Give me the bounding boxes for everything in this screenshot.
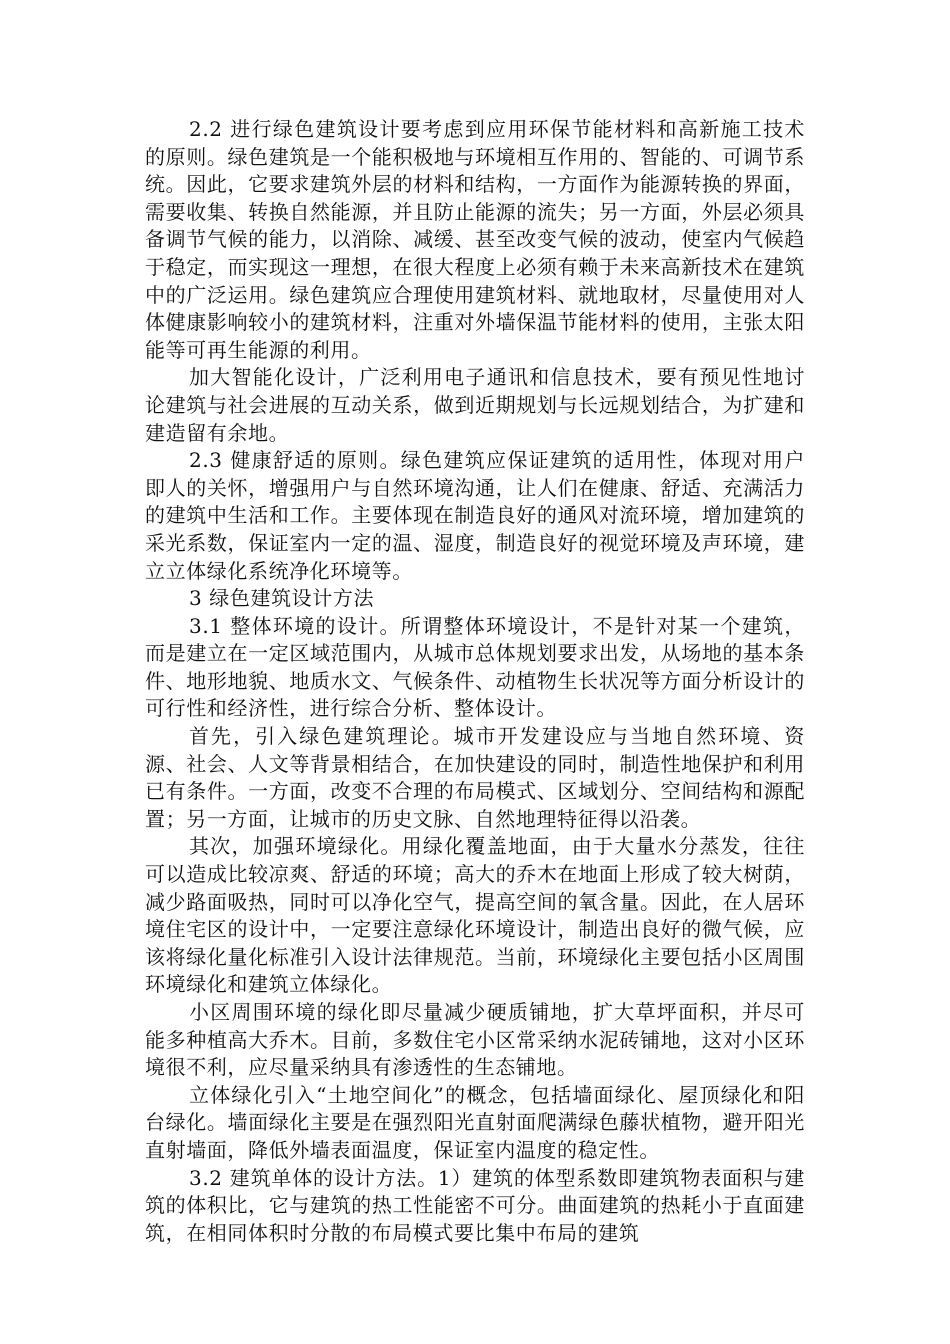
paragraph-3-1-environment: 3.1 整体环境的设计。所谓整体环境设计，不是针对某一个建筑，而是建立在一定区域范围内，从城市总体规划要求出发，从场地的基本条件、地形地貌、地质水文、气候条件、动植物生长状况等方面分析设计的可行性和经济性，进行综合分析、整体设计。 xyxy=(145,613,805,721)
paragraph-2-2-materials: 2.2 进行绿色建筑设计要考虑到应用环保节能材料和高新施工技术的原则。绿色建筑是一个能积极地与环境相互作用的、智能的、可调节系统。因此，它要求建筑外层的材料和结构，一方面作为能源转换的界面，需要收集、转换自然能源，并且防止能源的流失；另一方面，外层必须具备调节气候的能力，以消除、减缓、甚至改变气候的波动，使室内气候趋于稳定，而实现这一理想，在很大程度上必须有赖于未来高新技术在建筑中的广泛运用。绿色建筑应合理使用建筑材料、就地取材，尽量使用对人体健康影响较小的建筑材料，注重对外墙保温节能材料的使用，主张太阳能等可再生能源的利用。 xyxy=(145,117,805,362)
paragraph-3-2-building: 3.2 建筑单体的设计方法。1）建筑的体型系数即建筑物表面积与建筑的体积比，它与建筑的热工性能密不可分。曲面建筑的热耗小于直面建筑，在相同体积时分散的布局模式要比集中布局的建筑 xyxy=(145,1165,805,1245)
paragraph-intelligent-design: 加大智能化设计，广泛利用电子通讯和信息技术，要有预见性地讨论建筑与社会进展的互动关系，做到近期规划与长远规划结合，为扩建和建造留有余地。 xyxy=(145,365,805,445)
paragraph-first-theory: 首先，引入绿色建筑理论。城市开发建设应与当地自然环境、资源、社会、人文等背景相结合，在加快建设的同时，制造性地保护和利用已有条件。一方面，改变不合理的布局模式、区域划分、空间结构和源配置；另一方面，让城市的历史文脉、自然地理特征得以沿袭。 xyxy=(145,724,805,831)
paragraph-2-3-health: 2.3 健康舒适的原则。绿色建筑应保证建筑的适用性，体现对用户即人的关怀，增强用户与自然环境沟通，让人们在健康、舒适、充满活力的建筑中生活和工作。主要体现在制造良好的通风对流环境，增加建筑的采光系数，保证室内一定的温、湿度，制造良好的视觉环境及声环境，建立立体绿化系统净化环境等。 xyxy=(145,448,805,583)
section-heading-3: 3 绿色建筑设计方法 xyxy=(189,586,375,611)
document-page xyxy=(145,116,805,1247)
paragraph-vertical-greening: 立体绿化引入“土地空间化”的概念，包括墙面绿化、屋顶绿化和阳台绿化。墙面绿化主要是在强烈阳光直射面爬满绿色藤状植物，避开阳光直射墙面，降低外墙表面温度，保证室内温度的稳定性。 xyxy=(145,1082,805,1162)
paragraph-second-greening: 其次，加强环境绿化。用绿化覆盖地面，由于大量水分蒸发，往往可以造成比较凉爽、舒适的环境；高大的乔木在地面上形成了较大树荫，减少路面吸热，同时可以净化空气，提高空间的氧含量。因此，在人居环境住宅区的设计中，一定要注意绿化环境设计，制造出良好的微气候，应该将绿化量化标准引入设计法律规范。当前，环境绿化主要包括小区周围环境绿化和建筑立体绿化。 xyxy=(145,834,805,997)
paragraph-community-greening: 小区周围环境的绿化即尽量减少硬质铺地，扩大草坪面积，并尽可能多种植高大乔木。目前，多数住宅小区常采纳水泥砖铺地，这对小区环境很不利，应尽量采纳具有渗透性的生态铺地。 xyxy=(145,1000,805,1080)
